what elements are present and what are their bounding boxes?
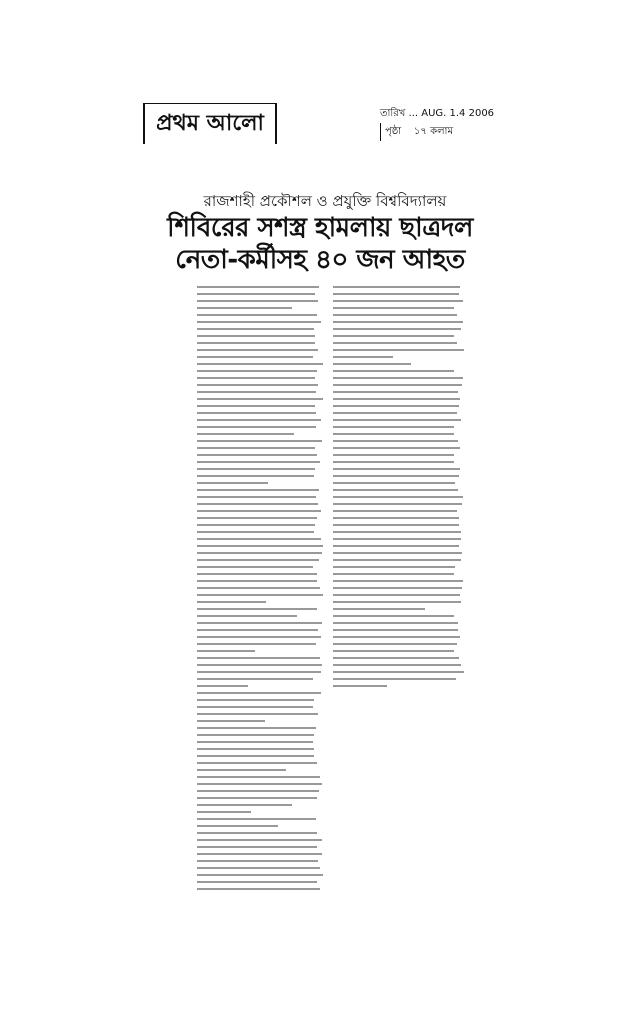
scanned-text-line xyxy=(333,615,454,617)
headline-line-2: নেতা-কর্মীসহ ৪০ জন আহত xyxy=(175,245,465,275)
scanned-text-line xyxy=(333,321,463,323)
scanned-text-line xyxy=(197,482,268,484)
page-value: ১৭ xyxy=(413,126,427,137)
scanned-text-line xyxy=(197,797,317,799)
scanned-text-line xyxy=(333,657,459,659)
scanned-text-line xyxy=(197,468,315,470)
scanned-text-line xyxy=(197,846,317,848)
scanned-text-line xyxy=(197,594,323,596)
scanned-text-line xyxy=(333,447,460,449)
scanned-text-line xyxy=(333,566,455,568)
scanned-text-line xyxy=(197,475,314,477)
scanned-text-line xyxy=(333,650,454,652)
scanned-text-line xyxy=(197,342,315,344)
scanned-text-line xyxy=(333,545,459,547)
scanned-text-line xyxy=(197,552,322,554)
scanned-text-line xyxy=(197,559,319,561)
scanned-text-line xyxy=(333,503,462,505)
scanned-text-line xyxy=(197,489,319,491)
article-column-2 xyxy=(333,286,464,692)
scanned-text-line xyxy=(197,720,265,722)
scanned-text-line xyxy=(333,314,457,316)
scanned-text-line xyxy=(197,713,318,715)
scanned-text-line xyxy=(333,643,457,645)
scanned-text-line xyxy=(333,405,459,407)
article-column-1 xyxy=(197,286,323,895)
scanned-text-line xyxy=(197,678,313,680)
scanned-text-line xyxy=(197,496,316,498)
scanned-text-line xyxy=(197,391,316,393)
scanned-text-line xyxy=(333,370,454,372)
scanned-text-line xyxy=(197,811,251,813)
scanned-text-line xyxy=(197,335,315,337)
newspaper-logo: প্রথম আলো xyxy=(143,103,277,144)
scanned-text-line xyxy=(197,818,316,820)
scanned-text-line xyxy=(197,867,320,869)
scanned-text-line xyxy=(333,587,462,589)
scanned-text-line xyxy=(197,664,322,666)
scanned-text-line xyxy=(197,776,320,778)
scanned-text-line xyxy=(197,839,322,841)
scanned-text-line xyxy=(197,384,318,386)
scanned-text-line xyxy=(333,685,387,687)
date-row: তারিখ ... AUG. 1.4 2006 xyxy=(380,108,495,119)
scanned-text-line xyxy=(197,580,317,582)
scanned-text-line xyxy=(333,636,460,638)
scanned-text-line xyxy=(333,629,458,631)
scanned-text-line xyxy=(197,405,315,407)
scanned-text-line xyxy=(197,363,323,365)
scanned-text-line xyxy=(333,384,462,386)
scanned-text-line xyxy=(197,538,321,540)
scanned-text-line xyxy=(197,881,317,883)
scanned-text-line xyxy=(333,286,460,288)
scanned-text-line xyxy=(333,349,464,351)
scanned-text-line xyxy=(197,741,313,743)
scanned-text-line xyxy=(197,727,316,729)
scanned-text-line xyxy=(333,440,458,442)
scanned-text-line xyxy=(333,461,454,463)
scanned-text-line xyxy=(197,531,314,533)
scanned-text-line xyxy=(333,335,454,337)
scanned-text-line xyxy=(333,426,454,428)
scanned-text-line xyxy=(333,342,457,344)
scanned-text-line xyxy=(333,664,461,666)
scanned-text-line xyxy=(197,853,322,855)
scanned-text-line xyxy=(197,762,317,764)
scanned-text-line xyxy=(197,769,286,771)
scanned-text-line xyxy=(197,643,316,645)
scanned-text-line xyxy=(333,356,393,358)
page-row xyxy=(380,123,540,141)
scanned-text-line xyxy=(197,510,321,512)
clip-metadata xyxy=(380,105,540,141)
scanned-text-line xyxy=(197,433,294,435)
scanned-text-line xyxy=(197,790,319,792)
scanned-text-line xyxy=(333,433,454,435)
scanned-text-line xyxy=(333,363,411,365)
scanned-text-line xyxy=(197,573,317,575)
scanned-text-line xyxy=(197,419,321,421)
scanned-text-line xyxy=(333,496,463,498)
scanned-text-line xyxy=(333,398,460,400)
scanned-text-line xyxy=(333,489,458,491)
scanned-text-line xyxy=(197,706,313,708)
scanned-text-line xyxy=(197,517,317,519)
scanned-text-line xyxy=(333,601,461,603)
scanned-text-line xyxy=(197,699,314,701)
scanned-text-line xyxy=(197,874,323,876)
date-label: তারিখ xyxy=(380,108,406,119)
scanned-text-line xyxy=(333,419,461,421)
scanned-text-line xyxy=(197,825,278,827)
scanned-text-line xyxy=(197,888,320,890)
scanned-text-line xyxy=(333,678,456,680)
scanned-text-line xyxy=(333,608,425,610)
scanned-text-line xyxy=(197,328,314,330)
scanned-text-line xyxy=(197,832,317,834)
scanned-text-line xyxy=(333,412,457,414)
scanned-text-line xyxy=(197,454,317,456)
scanned-text-line xyxy=(197,524,315,526)
scanned-text-line xyxy=(333,510,457,512)
scanned-text-line xyxy=(197,503,318,505)
headline-line-1: শিবিরের সশস্ত্র হামলায় ছাত্রদল xyxy=(167,213,473,243)
scanned-text-line xyxy=(333,468,460,470)
scanned-text-line xyxy=(197,587,320,589)
scanned-text-line xyxy=(197,300,318,302)
scanned-text-line xyxy=(197,622,322,624)
scanned-text-line xyxy=(197,734,314,736)
article-headline xyxy=(150,212,490,276)
scanned-text-line xyxy=(333,524,459,526)
scanned-text-line xyxy=(197,356,313,358)
scanned-text-line xyxy=(197,860,318,862)
scanned-text-line xyxy=(197,685,248,687)
scanned-text-line xyxy=(197,447,315,449)
scanned-text-line xyxy=(197,286,319,288)
scanned-text-line xyxy=(197,412,316,414)
scanned-text-line xyxy=(197,657,320,659)
scanned-text-line xyxy=(197,314,317,316)
scanned-text-line xyxy=(333,307,454,309)
scanned-text-line xyxy=(197,566,313,568)
scanned-text-line xyxy=(333,300,463,302)
scanned-text-line xyxy=(197,629,318,631)
scanned-text-line xyxy=(197,783,322,785)
scanned-text-line xyxy=(333,559,461,561)
scanned-text-line xyxy=(333,622,458,624)
scanned-text-line xyxy=(197,461,320,463)
scanned-text-line xyxy=(197,545,323,547)
scanned-text-line xyxy=(197,370,317,372)
scanned-text-line xyxy=(333,454,454,456)
scanned-text-line xyxy=(333,377,463,379)
scanned-text-line xyxy=(197,321,321,323)
scanned-text-line xyxy=(333,482,455,484)
scanned-text-line xyxy=(197,377,315,379)
scanned-text-line xyxy=(197,426,316,428)
scanned-text-line xyxy=(333,517,459,519)
scanned-text-line xyxy=(197,804,292,806)
scanned-text-line xyxy=(197,349,318,351)
article-kicker: রাজশাহী প্রকৌশল ও প্রযুক্তি বিশ্ববিদ্যালয় xyxy=(203,192,447,210)
scanned-text-line xyxy=(197,398,323,400)
scanned-text-line xyxy=(197,650,255,652)
scanned-text-line xyxy=(333,594,460,596)
scanned-text-line xyxy=(197,615,297,617)
scanned-text-line xyxy=(197,692,321,694)
scanned-text-line xyxy=(197,293,315,295)
scanned-text-line xyxy=(333,538,461,540)
scanned-text-line xyxy=(197,748,314,750)
scanned-text-line xyxy=(197,601,266,603)
scanned-text-line xyxy=(197,636,321,638)
scanned-text-line xyxy=(197,755,314,757)
scanned-text-line xyxy=(333,671,464,673)
scanned-text-line xyxy=(197,608,317,610)
scanned-text-line xyxy=(333,328,461,330)
scanned-text-line xyxy=(197,440,322,442)
scanned-text-line xyxy=(333,580,463,582)
date-value: AUG. 1.4 2006 xyxy=(421,108,495,119)
scanned-text-line xyxy=(333,475,459,477)
scanned-text-line xyxy=(197,307,292,309)
scanned-text-line xyxy=(333,293,459,295)
scanned-text-line xyxy=(197,671,321,673)
scanned-text-line xyxy=(333,552,462,554)
scanned-text-line xyxy=(333,531,461,533)
page-label: পৃষ্ঠা xyxy=(385,126,402,137)
column-label: কলাম xyxy=(430,126,454,137)
scanned-text-line xyxy=(333,573,454,575)
scanned-text-line xyxy=(333,391,458,393)
